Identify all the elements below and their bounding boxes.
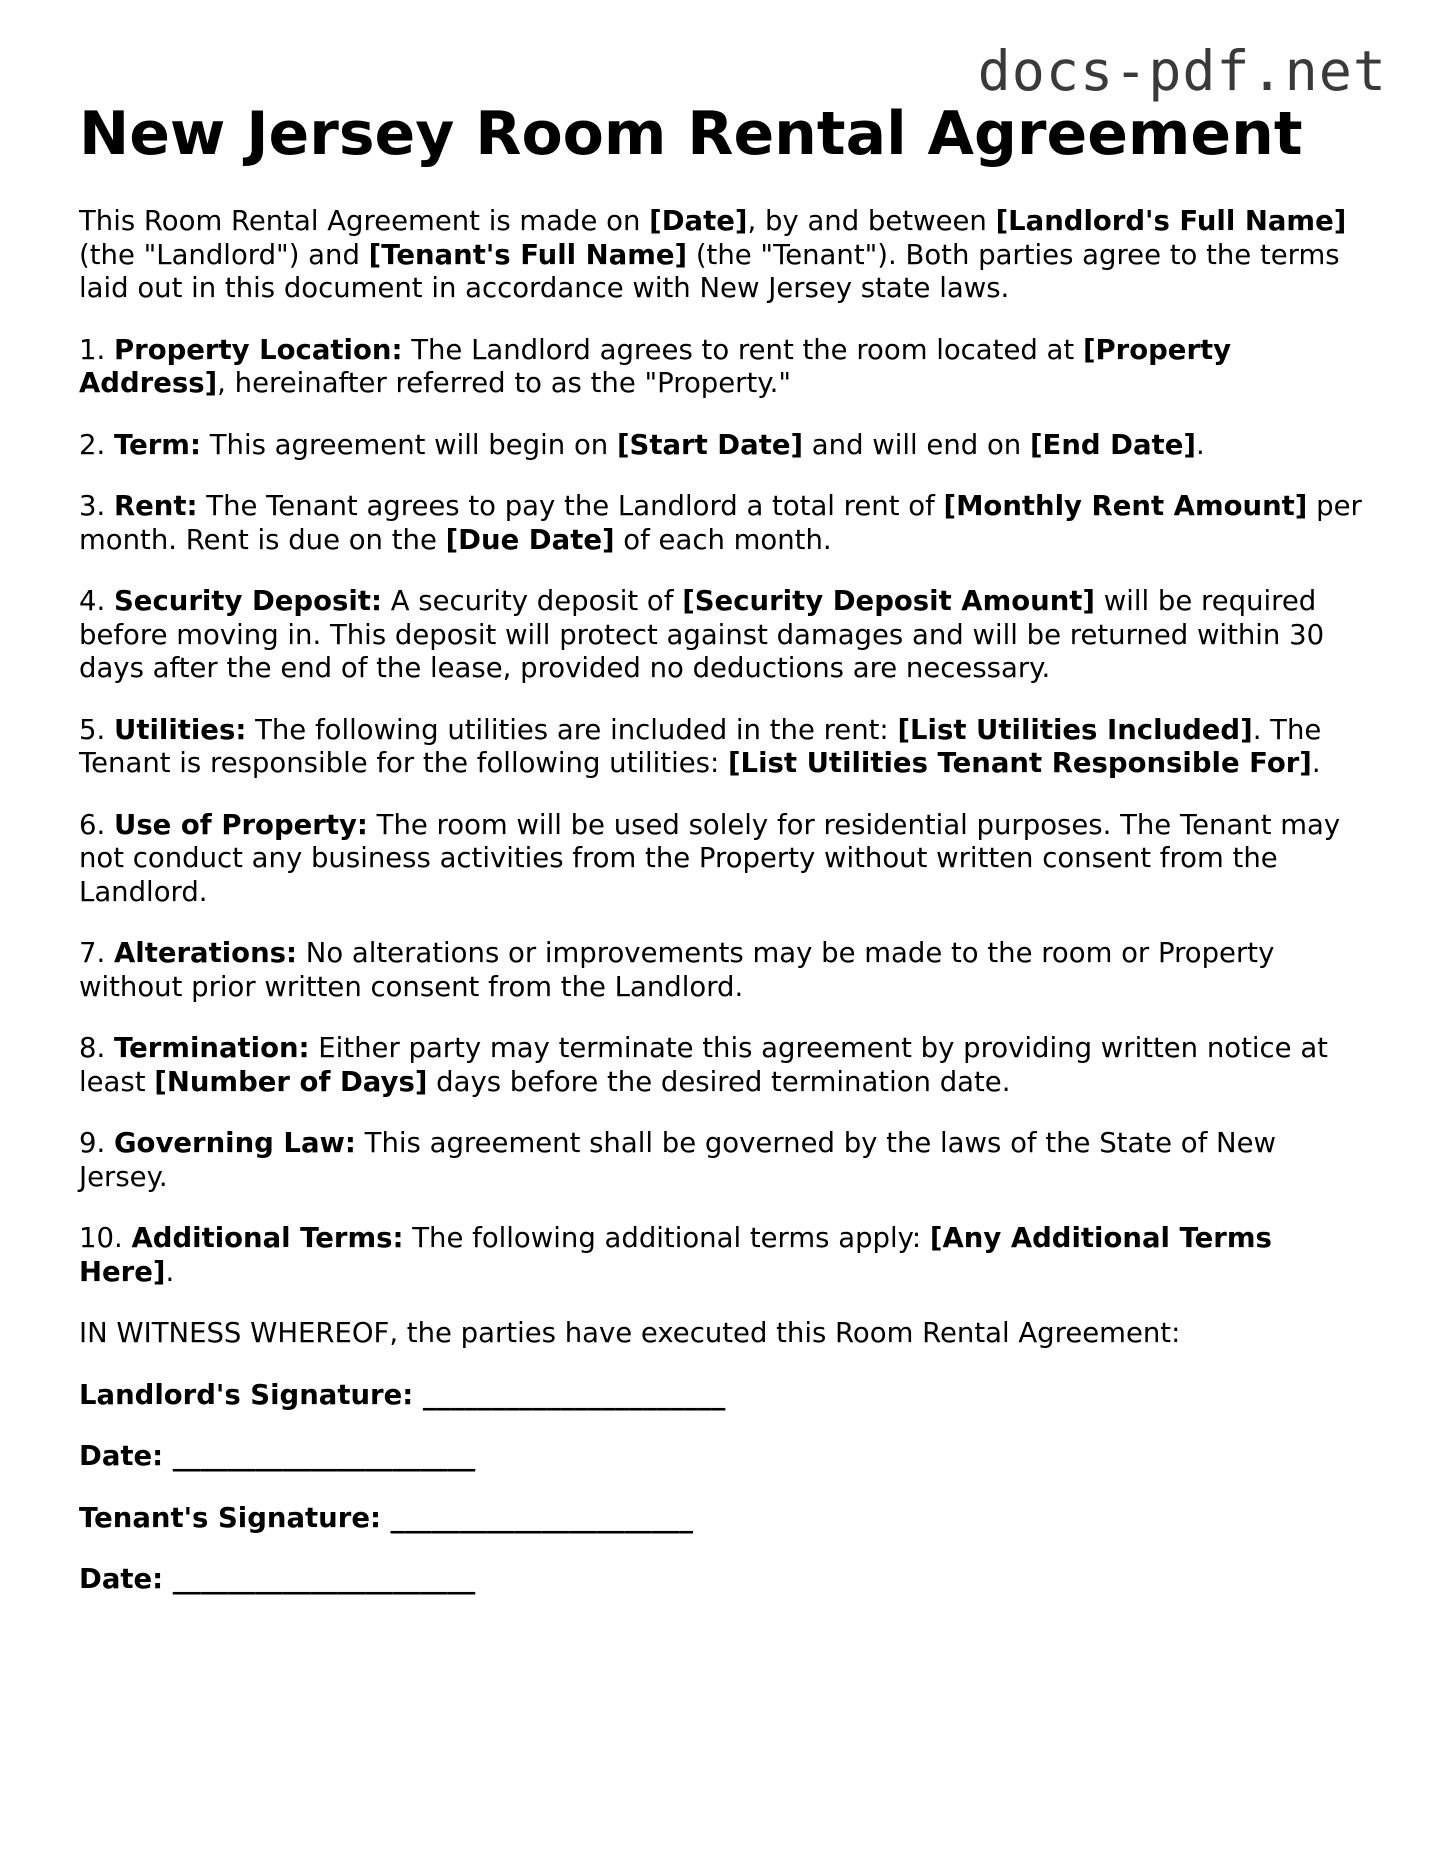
start-date-field: [Start Date] — [616, 428, 804, 461]
text: The following utilities are included in the rent: — [246, 713, 898, 746]
property-address-field: [Property Address] — [79, 333, 1232, 399]
text: will be required before moving in. This deposit will protect against damages and will be returned within 30 days after the end of the lease, provided no deductions are necessary. — [79, 585, 1325, 684]
section-heading: Utilities: — [113, 713, 247, 746]
section-additional-terms — [79, 1222, 1369, 1289]
landlord-signature-line: Landlord's Signature: ______________________ — [79, 1378, 726, 1411]
section-number: 2. — [79, 428, 114, 461]
text: This Room Rental Agreement is made on — [79, 205, 650, 237]
utilities-included-field: [List Utilities Included] — [897, 713, 1253, 746]
section-term — [79, 429, 1369, 463]
section-number: 6. — [79, 808, 114, 841]
section-number: 1. — [79, 333, 114, 366]
text: of each month. — [614, 523, 832, 556]
section-number: 8. — [79, 1032, 114, 1064]
section-number: 9. — [79, 1127, 114, 1159]
text: , hereinafter referred to as the "Property." — [217, 367, 791, 399]
text: , by and between — [747, 205, 996, 237]
tenant-date-line: Date: ______________________ — [79, 1563, 476, 1595]
text: The room will be used solely for residential purposes. The Tenant may not conduct any business activities from the Property without written consent from the Landlord. — [79, 808, 1341, 908]
text: days before the desired termination date. — [427, 1065, 1011, 1098]
section-property-location — [79, 334, 1369, 401]
section-security-deposit — [79, 585, 1369, 686]
security-deposit-field: [Security Deposit Amount] — [682, 585, 1095, 617]
section-heading: Term: — [113, 428, 201, 461]
watermark: docs-pdf.net — [977, 39, 1387, 103]
text: No alterations or improvements may be made to the room or Property without prior written consent from the Landlord. — [79, 937, 1275, 1003]
section-heading: Termination: — [113, 1032, 310, 1064]
document-body — [79, 205, 1369, 1625]
text: (the "Tenant"). Both parties agree to the terms laid out in this document in accordance with New Jersey state laws. — [79, 238, 1340, 304]
text: This agreement shall be governed by the laws of the State of New Jersey. — [79, 1127, 1276, 1193]
text: The Landlord agrees to rent the room located at — [402, 333, 1083, 366]
section-number: 5. — [79, 713, 114, 746]
section-number: 7. — [79, 937, 114, 969]
section-heading: Use of Property: — [113, 808, 368, 841]
section-number: 3. — [79, 490, 114, 522]
text: . The Tenant is responsible for the following utilities: — [79, 713, 1322, 779]
tenant-signature-line: Tenant's Signature: ______________________ — [79, 1501, 694, 1534]
date-field: [Date] — [649, 205, 748, 237]
text: A security deposit of — [381, 585, 683, 617]
landlord-name-field: [Landlord's Full Name] — [995, 205, 1347, 237]
section-governing-law — [79, 1127, 1369, 1194]
text: and will end on — [803, 428, 1030, 461]
additional-terms-field: [Any Additional Terms Here] — [79, 1222, 1272, 1288]
section-utilities — [79, 714, 1369, 781]
tenant-utilities-field: [List Utilities Tenant Responsible For] — [727, 747, 1312, 779]
end-date-field: [End Date] — [1029, 428, 1196, 461]
number-of-days-field: [Number of Days] — [154, 1065, 428, 1098]
intro-paragraph — [79, 205, 1369, 306]
text: The following additional terms apply: — [403, 1222, 930, 1254]
landlord-date-line: Date: ______________________ — [79, 1440, 476, 1472]
section-heading: Alterations: — [113, 937, 298, 969]
section-heading: Additional Terms: — [131, 1222, 404, 1254]
text: This agreement will begin on — [200, 428, 617, 461]
tenant-name-field: [Tenant's Full Name] — [368, 238, 688, 271]
text: per month. Rent is due on the — [79, 490, 1362, 556]
text: (the "Landlord") and — [79, 238, 369, 271]
section-rent — [79, 490, 1369, 557]
document-title: New Jersey Room Rental Agreement — [79, 99, 1303, 169]
section-heading: Security Deposit: — [113, 585, 382, 617]
text: The Tenant agrees to pay the Landlord a total rent of — [197, 490, 944, 522]
due-date-field: [Due Date] — [445, 523, 615, 556]
section-number: 4. — [79, 585, 114, 617]
witness-statement: IN WITNESS WHEREOF, the parties have executed this Room Rental Agreement: — [79, 1317, 1181, 1349]
section-heading: Rent: — [113, 490, 198, 522]
section-use-of-property — [79, 809, 1369, 910]
text: . — [1311, 747, 1321, 779]
section-heading: Governing Law: — [113, 1127, 356, 1159]
section-heading: Property Location: — [113, 333, 403, 366]
monthly-rent-field: [Monthly Rent Amount] — [943, 490, 1308, 522]
text: . — [1195, 428, 1205, 461]
section-termination — [79, 1032, 1369, 1099]
section-alterations — [79, 937, 1369, 1004]
text: . — [165, 1255, 175, 1288]
text: Either party may terminate this agreement by providing written notice at least — [79, 1032, 1328, 1098]
section-number: 10. — [79, 1222, 132, 1254]
